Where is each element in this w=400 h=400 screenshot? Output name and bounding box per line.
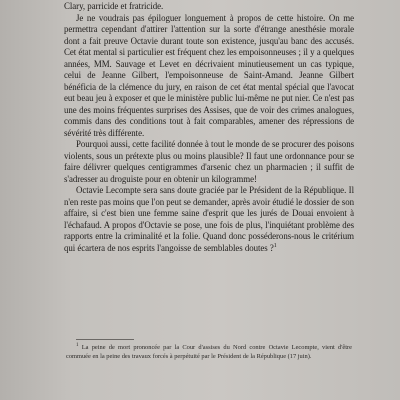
paragraph-4 bbox=[64, 185, 354, 254]
paragraph-1: Clary, parricide et fratricide. bbox=[64, 1, 164, 11]
paragraph-3: Pourquoi aussi, cette facilité donnée à tout le monde de se procurer des poisons violents, sous un prétexte plus ou moins plausible? Il faut une ordonnance pour se faire délivrer quelques centigrammes d'arsenic chez un pharmacien ; il suffit de s'adresser au droguiste pour en obtenir un kilogramme! bbox=[64, 139, 354, 184]
footnote-separator bbox=[76, 339, 134, 340]
footnote bbox=[66, 344, 352, 361]
paragraph-2: Je ne voudrais pas épiloguer longuement à propos de cette histoire. On me permettra cependant d'attirer l'attention sur la sorte d'étrange anesthésie morale dont a fait preuve Octavie durant toute son existence, jusqu'au banc des accusés. Cet état mental si particulier est fréquent chez les empoisonneuses ; il y a quelques années, MM. Sauvage et Levet en décrivaient minutieusement un cas typique, celui de Jeanne Gilbert, l'empoisonneuse de Saint-Amand. Jeanne Gilbert bénéficia de la clémence du jury, en raison de cet état mental spécial que l'avocat eut beau jeu à exposer et que le ministère public lui-même ne put nier. Ce n'est pas une des moins fréquentes surprises des Assises, que de voir des crimes analogues, commis dans des conditions tout à fait comparables, amener des répressions de sévérité très différente. bbox=[64, 12, 354, 138]
paragraph-4-ending: ? bbox=[267, 242, 274, 253]
footnote-text: La peine de mort prononcée par la Cour d'assises du Nord contre Octavie Lecompte, vient d'être commuée en la peine des travaux forcés à perpétuité par le Président de la République (17 juin). bbox=[66, 344, 352, 360]
body-text bbox=[64, 1, 354, 254]
footnote-reference: 1 bbox=[273, 242, 277, 249]
paragraph-4-text: Octavie Lecompte sera sans doute graciée par le Président de la République. Il n'en reste pas moins que l'on peut se demander, après avoir étudié le dossier de son affaire, si c'est bien une femme saine d'esprit que les jurés de Douai envoient à l'échafaud. A propos d'Octavie se pose, une fois de plus, l'inquiétant problème des rapports entre la criminalité et la folie. Quand donc posséderons-nous le critérium qui écartera de nos esprits l'angoisse de semblables doutes bbox=[64, 185, 354, 253]
footnote-marker: 1 bbox=[76, 342, 79, 348]
